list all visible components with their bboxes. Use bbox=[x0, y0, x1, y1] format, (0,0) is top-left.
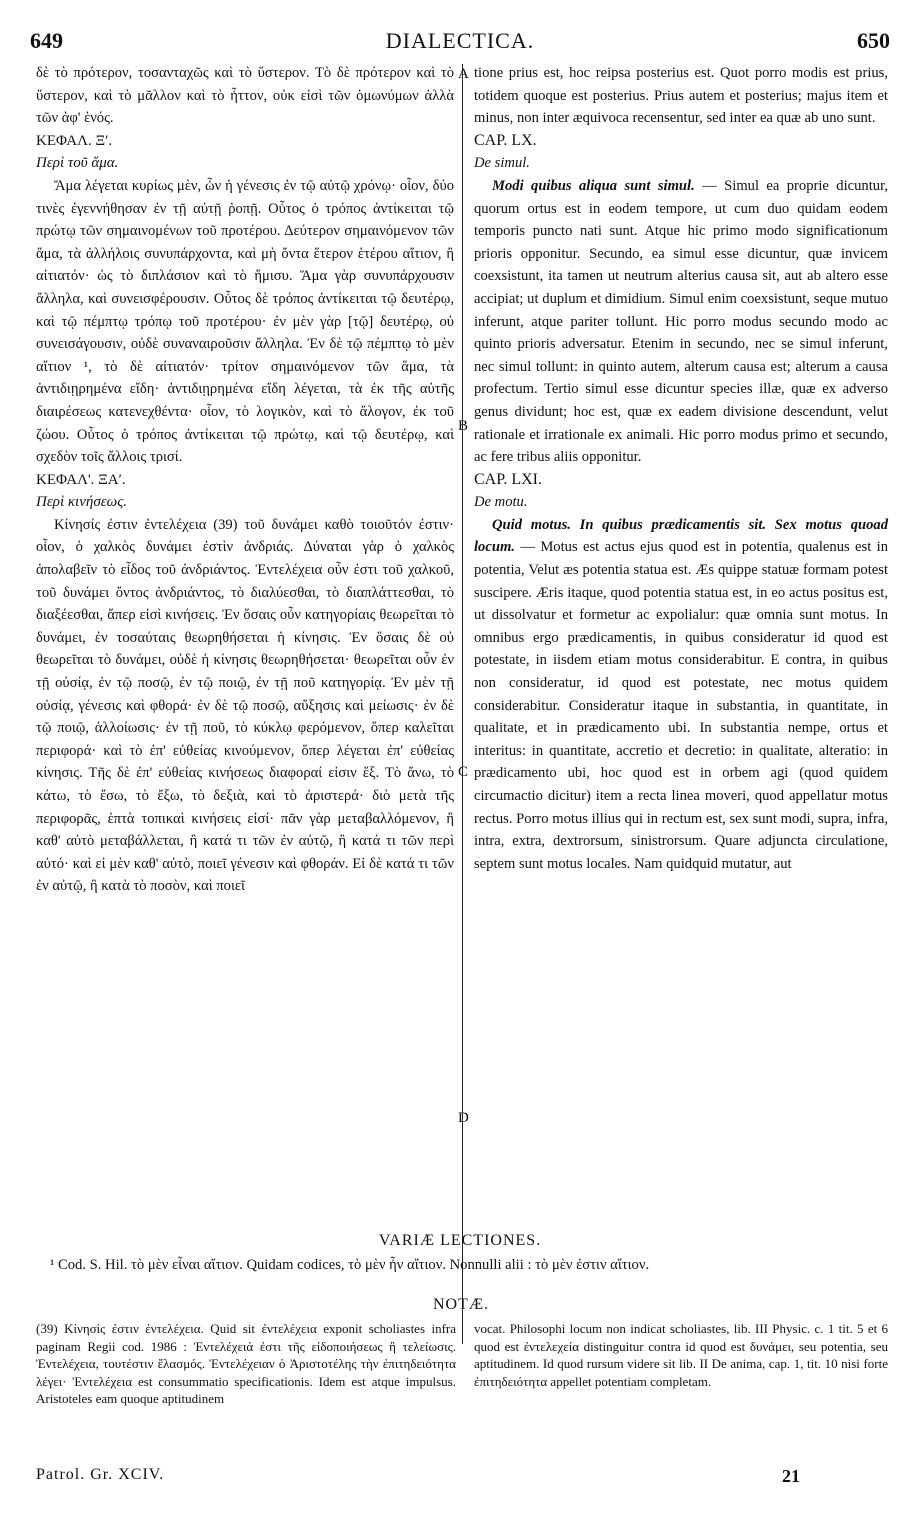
page-number-left: 649 bbox=[30, 28, 63, 53]
latin-chapter-61-text bbox=[474, 514, 888, 876]
latin-chapter-60-heading: CAP. LX. bbox=[474, 131, 537, 149]
column-divider bbox=[462, 64, 463, 1344]
notae-left-column bbox=[36, 1320, 456, 1408]
note-39-text: (39) Κίνησίς ἐστιν ἐντελέχεια. Quid sit ἐντελέχεια exponit scholiastes infra paginam Regii cod. 1986 : Ἐντελέχειά ἐστι τῆς εἰδοποιήσεως ἢ τελείωσις. Ἐντελέχεια, τουτέστιν ἔλασμός. Ἐντελέχειαν ὁ Ἀριστοτέλης τὴν ἐπιτηδειότητα λέγει· Ἐντελέχεια est consummatio specificationis. Idem est atque impulsus. Aristoteles eam quoque aptitudinem bbox=[36, 1321, 456, 1407]
greek-chapter-60-text: Ἅμα λέγεται κυρίως μὲν, ὧν ἡ γένεσις ἐν τῷ αὐτῷ χρόνῳ· οἷον, δύο τινὲς ἐγεννήθησαν ἐν τῇ αὐτῇ ῥοπῇ. Οὗτος ὁ τρόπος ἀντίκειται τῷ πρώτῳ τῶν σημαινομένων τοῦ προτέρου. Δεύτερον σημαινόμενον τῶν ἅμα, τὰ ἀλλήλοις συνυπάρχοντα, καὶ μὴ ὄντα ἕτερον ἑτέρου αἴτιον, ἢ αἰτιατόν· ὡς τὸ διπλάσιον καὶ τὸ ἥμισυ. Ἅμα γὰρ συνυπάρχουσιν ἄλληλα, καὶ συνεισφέρουσιν. Οὗτος δὲ τρόπος ἀντίκειται τῷ δευτέρῳ, καὶ τῷ πέμπτῳ τρόπῳ τοῦ προτέρου· ἐν μὲν γὰρ [τῷ] δευτέρῳ, οὐ συνεισάγουσιν, οὐδὲ συναναιροῦσιν ἄλληλα. Ἐν δὲ τῷ πέμπτῳ τὸ μὲν αἴτιον ¹, τὸ δὲ αἰτιατόν· τρίτον σημαινόμενον τῶν ἅμα, τὰ ἀντιδιῃρημένα εἴδη· ἀντιδιῃρημένα εἴδη λέγεται, τὰ ἐκ τῆς αὐτῆς διαιρέσεως κατενεχθέντα· οἷον, τὸ λογικὸν, καὶ τὸ ἄλογον, ἐκ τοῦ ζώου. Οὗτος ὁ τρόπος ἀντίκειται τῷ πρώτῳ, καὶ τῷ δευτέρῳ, καὶ σχεδὸν τοῖς ἄλλοις τρισί. bbox=[36, 177, 454, 466]
variae-heading: VARIÆ LECTIONES. bbox=[378, 1232, 542, 1249]
page-number-right: 650 bbox=[857, 28, 890, 53]
greek-chapter-60-title: Περὶ τοῦ ἅμα. bbox=[36, 155, 119, 172]
greek-chapter-61-heading: ΚΕΦΑΛ'. ΞΑʹ. bbox=[36, 471, 126, 488]
latin-chapter-60-text bbox=[474, 175, 888, 469]
latin-chapter-61-summary: Quid motus. In quibus prædicamentis sit. Sex motus quoad locum. bbox=[474, 516, 888, 556]
latin-chapter-61-heading: CAP. LXI. bbox=[474, 470, 543, 488]
margin-letter-a: A bbox=[458, 66, 469, 82]
greek-column bbox=[36, 62, 454, 898]
notae-right-column bbox=[474, 1320, 888, 1390]
series-signature: Patrol. Gr. XCIV. bbox=[36, 1466, 165, 1483]
running-title: DIALECTICA. bbox=[385, 28, 535, 53]
footer bbox=[36, 1466, 876, 1494]
latin-chapter-60-body: — Simul ea proprie dicuntur, quorum ortus est in eodem tempore, ut cum duo quidam eodem temporis puncto nati sunt. Atque hic primo modo significationum prioris opponitur. Secundo, ea simul esse dicuntur, quæ invicem coexsistunt, ita tamen ut neutrum alterius causa sit, aut ab altero esse accipiat; ut duplum et dimidium. Simul enim coexsistunt, seque mutuo inferunt, atque pariter tollunt. Hic porro modus secundo modo ac quinto prioris adversatur. Etenim in secundo, nec se simul inferunt, nec simul tollunt: in quinto autem, alterum causa est; alterum a causa profectum. Tertio simul esse dicuntur species illæ, quæ ex adverso genus dividunt; hoc est, quæ ex eadem divisione descendunt, velut rationale et irrationale ex animali. Hic porro modus primo et secundo, ac fere tribus aliis opponitur. bbox=[474, 177, 888, 466]
margin-letter-b: B bbox=[458, 418, 469, 434]
variae-text: ¹ Cod. S. Hil. τὸ μὲν εἶναι αἴτιον. Quidam codices, τὸ μὲν ἦν αἴτιον. Nonnulli alii : τὸ μὲν ἐστιν αἴτιον. bbox=[50, 1257, 650, 1273]
greek-intro-paragraph: δὲ τὸ πρότερον, τοσανταχῶς καὶ τὸ ὕστερον. Τὸ δὲ πρότερον καὶ τὸ ὕστερον, καὶ τὸ μᾶλλον καὶ τὸ ἧττον, οὐκ εἰσὶ τῶν ὁμωνύμων ἀλλὰ τῶν ἀφ' ἑνός. bbox=[36, 65, 454, 127]
latin-chapter-61-body: — Motus est actus ejus quod est in potentia, qualenus est in potentia, Velut æs potentia statua est. Æs quippe statuæ formam potest suscipere. Æris itaque, quod potentia statua est, in eo actus positus est, ut dissolvatur et formetur ac expolialur: quæ omnia sunt motus. In omnibus ergo prædicamentis, in quibus consideratur id quod est potestate, in iisdem etiam motus considerabitur. E contra, in quibus non consideratur, id quod est potestate, nec motus quidem considerabitur. Consideratur itaque in substantia, in quantitate, in qualitate, et in prædicamento ubi. In substantia nempe, ortus et interitus: in quantitate, accretio et decretio: in qualitate, alteratio: in prædicamento ubi, hoc quod est in orbem agi (quod quidem circumactio dicitur) item a recta linea moveri, quod appellatur motus rectus. Porro motus illius qui in rectum est, sex sunt modi, supra, infra, intra, extra, dextrorsum, sinistrorsum. Quare adjuncta circulatione, septem sunt motus locales. Nam quidquid mutatur, aut bbox=[474, 539, 888, 872]
latin-chapter-60-summary: Modi quibus aliqua sunt simul. bbox=[492, 177, 695, 194]
latin-intro-paragraph: tione prius est, hoc reipsa posterius est. Quot porro modis est prius, totidem quoque est posterius. Prius autem et posterius; majus item et minus, non inter æquivoca recensentur, sed inter ea quæ ab uno sunt. bbox=[474, 65, 888, 127]
latin-chapter-60-title: De simul. bbox=[474, 155, 530, 172]
running-head bbox=[30, 28, 890, 58]
margin-letter-d: D bbox=[458, 1110, 469, 1126]
greek-chapter-61-title: Περὶ κινήσεως. bbox=[36, 494, 128, 511]
margin-letter-c: C bbox=[458, 764, 469, 780]
note-39-continuation: vocat. Philosophi locum non indicat scholiastes, lib. III Physic. c. 1 tit. 5 et 6 quod est ἐντελεχεία distinguitur contra id quod est δυνάμει, seu potentia, seu aptitudinem. Id quod rursum videre sit lib. II De anima, cap. 1, tit. 10 nisi forte ἐπιτηδειότητα appellet potentiam completam. bbox=[474, 1321, 888, 1389]
latin-chapter-61-title: De motu. bbox=[474, 494, 528, 511]
greek-chapter-61-text: Κίνησίς ἐστιν ἐντελέχεια (39) τοῦ δυνάμει καθὸ τοιοῦτόν ἐστιν· οἷον, ὁ χαλκὸς δυνάμει ἐστὶν ἀνδριάς. Δύναται γὰρ ὁ χαλκὸς ἀπολαβεῖν τὸ εἶδος τοῦ ἀνδριάντος. Ἐντελέχεια οὖν ἐστι τοῦ χαλκοῦ, τοῦ δυνάμει ὄντος ἀνδριάντος, τὸ διαλύεσθαι, τὸ διαπλάττεσθαι, τὸ διαξέεσθαι, ἅπερ εἰσὶ κινήσεις. Ἐν ὅσαις οὖν κατηγορίαις θεωρεῖται τὸ δυνάμει, ἐν τοσαύταις θεωρηθήσεται ἡ κίνησις. Ἐν ὅσαις δὲ οὐ θεωρεῖται τὸ δυνάμει, οὐδὲ ἡ κίνησις θεωρηθήσεται· θεωρεῖται οὖν ἐν τῇ οὐσίᾳ, ἐν τῷ ποσῷ, ἐν τῷ ποιῷ, ἐν τῇ ποῦ κατηγορίᾳ. Ἐν μὲν τῇ οὐσίᾳ, γένεσις καὶ φθορά· ἐν δὲ τῷ ποσῷ, αὔξησις καὶ μείωσις· ἐν δὲ τῷ ποιῷ, ἀλλοίωσις· ἐν τῇ ποῦ, τὸ κύκλῳ φερόμενον, ὅπερ καλεῖται περιφορά· καὶ τὸ ἐπ' εὐθείας κινούμενον, ὅπερ λέγεται ἐπ' εὐθείας κίνησις. Τῆς δὲ ἐπ' εὐθείας κινήσεως διαφοραί εἰσιν ἕξ. Τὸ ἄνω, τὸ κάτω, τὸ ἔσω, τὸ ἔξω, τὸ δεξιὰ, καὶ τὸ ἀριστερά· διὸ μετὰ τῆς περιφορᾶς, ἑπτὰ τοπικαὶ κινήσεις εἰσί· πᾶν γὰρ μεταβαλλόμενον, ἢ καθ' αὐτὸ μεταβάλλεται, ἢ κατά τι τῶν ἐν αὐτῷ, ἢ κατά τι τῶν περὶ αὐτό· καὶ εἰ μὲν καθ' αὐτὸ, ποιεῖ γένεσιν καὶ φθοράν. Εἰ δὲ κατά τι τῶν ἐν αὐτῷ, ἢ κατὰ τὸ ποσὸν, καὶ ποιεῖ bbox=[36, 516, 454, 895]
greek-chapter-60-heading: ΚΕΦΑΛ. Ξʹ. bbox=[36, 132, 113, 149]
sheet-number: 21 bbox=[782, 1466, 800, 1486]
latin-column bbox=[474, 62, 888, 875]
variae-lectiones bbox=[30, 1230, 890, 1276]
notae-heading: NOTÆ. bbox=[432, 1296, 490, 1313]
